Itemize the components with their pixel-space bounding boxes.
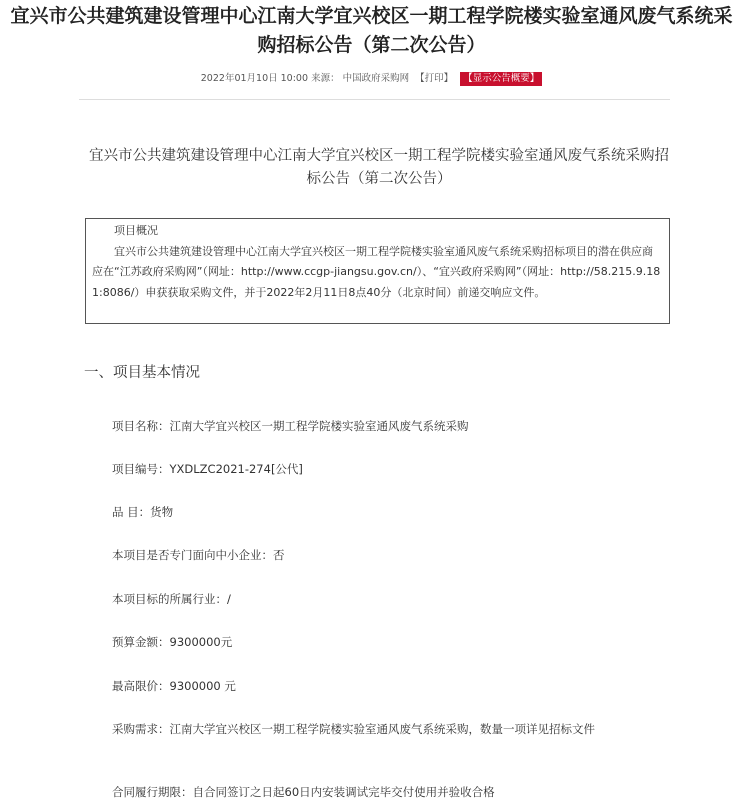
page-title: 宜兴市公共建筑建设管理中心江南大学宜兴校区一期工程学院楼实验室通风废气系统采购招标公告（第二次公告） — [10, 5, 733, 56]
header-divider — [79, 99, 670, 100]
notice-heading: 宜兴市公共建筑建设管理中心江南大学宜兴校区一期工程学院楼实验室通风废气系统采购招标公告（第二次公告） — [89, 148, 669, 187]
overview-body: 宜兴市公共建筑建设管理中心江南大学宜兴校区一期工程学院楼实验室通风废气系统采购招标项目的潜在供应商应在“江苏政府采购网”（网址：http://www.ccgp-jiangsu.gov.cn/）、“宜兴政府采购网”（网址：http://58.215.9.181:8086/）申获获取采购文件，并于2022年2月11日8点40分（北京时间）前递交响应文件。 — [92, 244, 661, 299]
detail-requirements: 采购需求：江南大学宜兴校区一期工程学院楼实验室通风废气系统采购，数量一项详见招标文件 — [112, 722, 595, 736]
source-name: 中国政府采购网 — [342, 73, 410, 84]
section-basic-info-heading: 一、项目基本情况 — [84, 365, 200, 381]
detail-project-number: 项目编号：YXDLZC2021-274[公代] — [112, 462, 303, 476]
detail-sme-only: 本项目是否专门面向中小企业：否 — [112, 548, 285, 562]
project-overview-box — [85, 218, 670, 324]
detail-industry: 本项目标的所属行业：/ — [112, 592, 231, 606]
print-link[interactable]: 【打印】 — [415, 73, 454, 84]
detail-project-name: 项目名称：江南大学宜兴校区一期工程学院楼实验室通风废气系统采购 — [112, 419, 469, 433]
show-summary-button[interactable]: 【显示公告概要】 — [460, 72, 542, 86]
source-label: 来源： — [311, 73, 340, 84]
publish-datetime: 2022年01月10日 10:00 — [200, 73, 309, 84]
detail-max-price: 最高限价：9300000 元 — [112, 679, 236, 693]
announcement-meta — [0, 72, 743, 86]
detail-category: 品 目：货物 — [112, 505, 174, 519]
overview-title: 项目概况 — [114, 224, 158, 237]
detail-budget: 预算金额：9300000元 — [112, 635, 233, 649]
detail-contract-period: 合同履行期限：自合同签订之日起60日内安装调试完毕交付使用并验收合格 — [112, 785, 495, 799]
